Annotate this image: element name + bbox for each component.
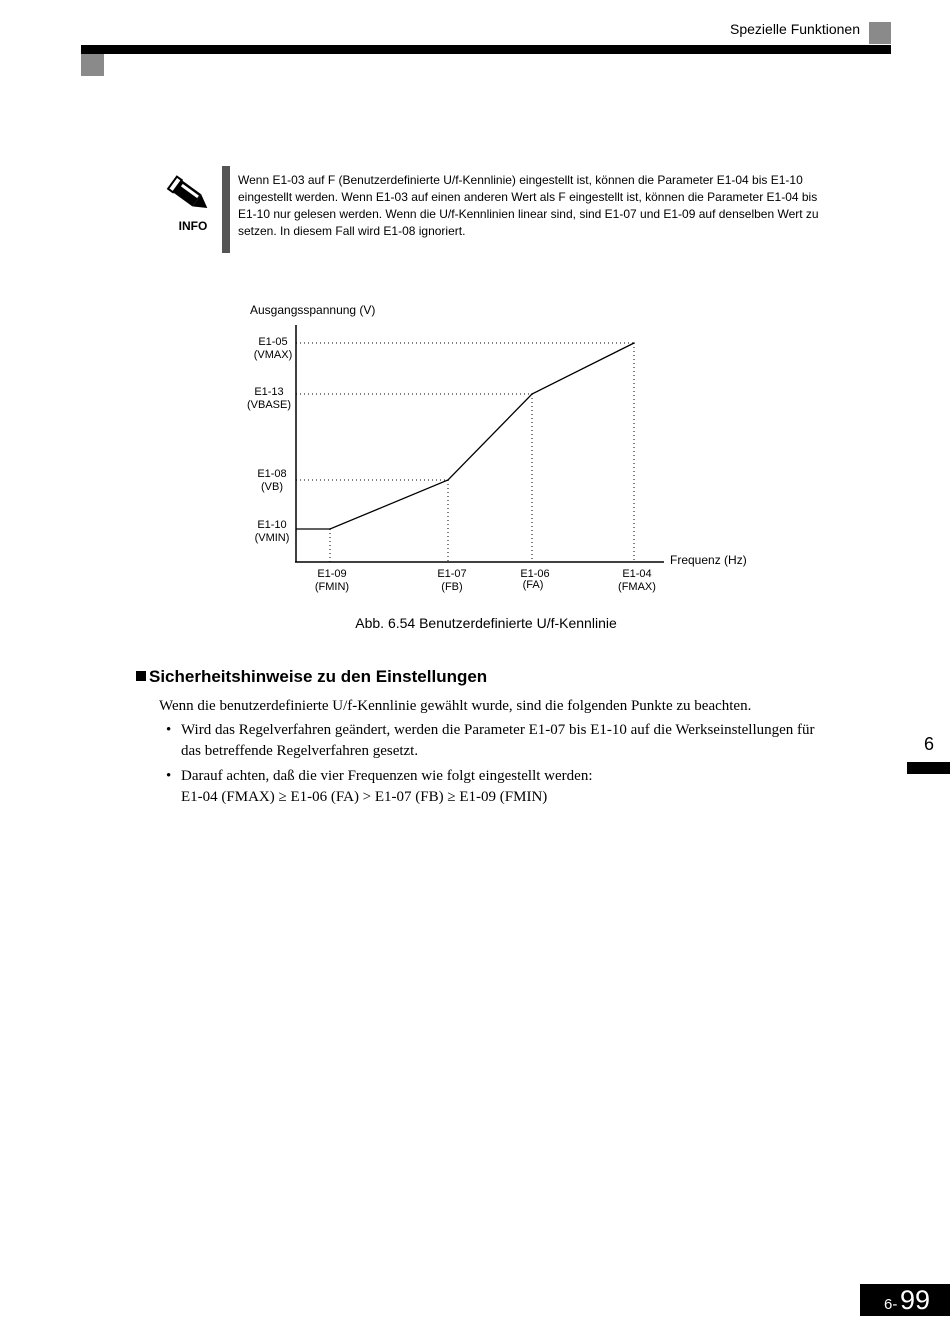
section-intro: Wenn die benutzerdefinierte U/f-Kennlinie gewählt wurde, sind die folgenden Punkte zu beachten. [159,698,752,714]
y-tick-label: E1-13 [254,386,284,398]
y-tick-label: E1-05 [258,336,288,348]
y-axis-label: Ausgangsspannung (V) [250,303,376,317]
x-tick-sub: (FA) [522,579,544,591]
y-tick-label: E1-10 [257,519,287,531]
x-tick-label: E1-06 [520,568,550,580]
data-point [633,342,635,344]
data-point [329,528,331,530]
info-line: E1-10 nur gelesen werden. Wenn die U/f-Kennlinien linear sind, sind E1-07 und E1-09 auf denselben Wert zu [238,207,819,221]
info-text [238,172,854,240]
section-title [136,667,487,687]
page-number-value: 99 [900,1285,931,1315]
data-point [447,479,449,481]
y-tick-label: E1-08 [257,468,287,480]
uf-chart [0,290,950,600]
header-tab [81,54,104,76]
pencil-icon [164,172,216,220]
header-marker [869,22,891,44]
y-tick-sub: (VB) [261,481,283,493]
bullet-line: das betreffende Regelverfahren gesetzt. [181,743,419,759]
x-tick-sub: (FMAX) [618,581,656,593]
info-label: INFO [178,219,208,233]
bullet-line: • Wird das Regelverfahren geändert, werden die Parameter E1-07 bis E1-10 auf die Werkseinstellungen für [181,722,815,738]
running-header: Spezielle Funktionen [730,21,860,37]
y-tick-sub: (VMAX) [253,349,293,361]
info-line: eingestellt werden. Wenn E1-03 auf einen anderen Wert als F eingestellt ist, können die Parameter E1-04 bis [238,190,818,204]
list-item [159,766,861,808]
x-tick-label: E1-04 [622,568,652,580]
x-tick-sub: (FMIN) [314,581,350,593]
section-marker [136,671,146,681]
section-title-text: Sicherheitshinweise zu den Einstellungen [149,667,488,686]
figure-caption: Abb. 6.54 Benutzerdefinierte U/f-Kennlinie [355,615,617,631]
guide-lines [296,343,634,562]
list-item [159,720,861,762]
header-rule [81,45,891,54]
uf-curve [296,343,634,529]
chapter-bar [907,762,950,774]
x-tick-label: E1-09 [317,568,347,580]
bullet-line: E1-04 (FMAX) ≥ E1-06 (FA) > E1-07 (FB) ≥ E1-09 (FMIN) [181,789,548,805]
info-bar [222,166,230,253]
info-line: setzen. In diesem Fall wird E1-08 ignoriert. [238,224,466,238]
x-tick-label: E1-07 [437,568,467,580]
bullet-line: • Darauf achten, daß die vier Frequenzen wie folgt eingestellt werden: [181,768,593,784]
chapter-number: 6 [923,734,934,754]
page-prefix: 6- [884,1296,898,1313]
bullet-list [159,720,861,812]
info-line: Wenn E1-03 auf F (Benutzerdefinierte U/f-Kennlinie) eingestellt ist, können die Parameter E1-04 bis E1-10 [238,173,803,187]
x-tick-sub: (FB) [441,581,463,593]
y-tick-sub: (VBASE) [246,399,292,411]
page-number [860,1284,950,1316]
y-tick-sub: (VMIN) [254,532,290,544]
data-point [531,393,533,395]
x-axis-label: Frequenz (Hz) [670,553,747,567]
